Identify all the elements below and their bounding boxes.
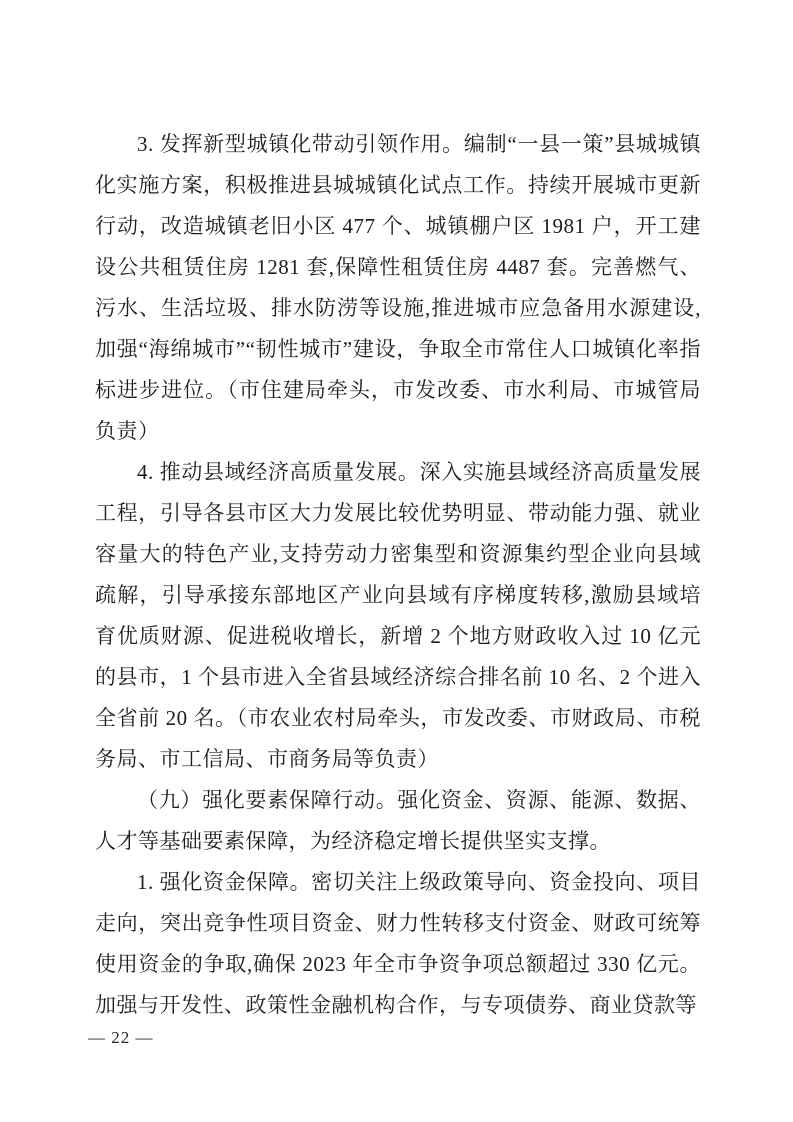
page-number: — 22 —: [88, 1028, 154, 1047]
paragraph-item-4: 4. 推动县域经济高质量发展。深入实施县域经济高质量发展工程，引导各县市区大力发展比较优势明显、带动能力强、就业容量大的特色产业,支持劳动力密集型和资源集约型企业向县域疏解，引导承接东部地区产业向县域有序梯度转移,激励县域培育优质财源、促进税收增长，新增 2 个地方财政收入过 10 亿元的县市，1 个县市进入全省县域经济综合排名前 10 名、2 个进入全省前 20 名。（市农业农村局牵头，市发改委、市财政局、市税务局、市工信局、市商务局等负责）: [95, 460, 701, 771]
document-body: [95, 124, 701, 1026]
paragraph-item-1: 1. 强化资金保障。密切关注上级政策导向、资金投向、项目走向，突出竞争性项目资金、财力性转移支付资金、财政可统筹使用资金的争取,确保 2023 年全市争资争项总额超过 330 亿元。加强与开发性、政策性金融机构合作，与专项债券、商业贷款等: [95, 870, 701, 1017]
paragraph-section-9: （九）强化要素保障行动。强化资金、资源、能源、数据、人才等基础要素保障，为经济稳定增长提供坚实支撑。: [95, 788, 701, 853]
paragraph-item-3: 3. 发挥新型城镇化带动引领作用。编制“一县一策”县城城镇化实施方案，积极推进县城城镇化试点工作。持续开展城市更新行动，改造城镇老旧小区 477 个、城镇棚户区 1981 户，开工建设公共租赁住房 1281 套,保障性租赁住房 4487 套。完善燃气、污水、生活垃圾、排水防涝等设施,推进城市应急备用水源建设,加强“海绵城市”“韧性城市”建设，争取全市常住人口城镇化率指标进步进位。（市住建局牵头，市发改委、市水利局、市城管局负责）: [95, 132, 701, 443]
